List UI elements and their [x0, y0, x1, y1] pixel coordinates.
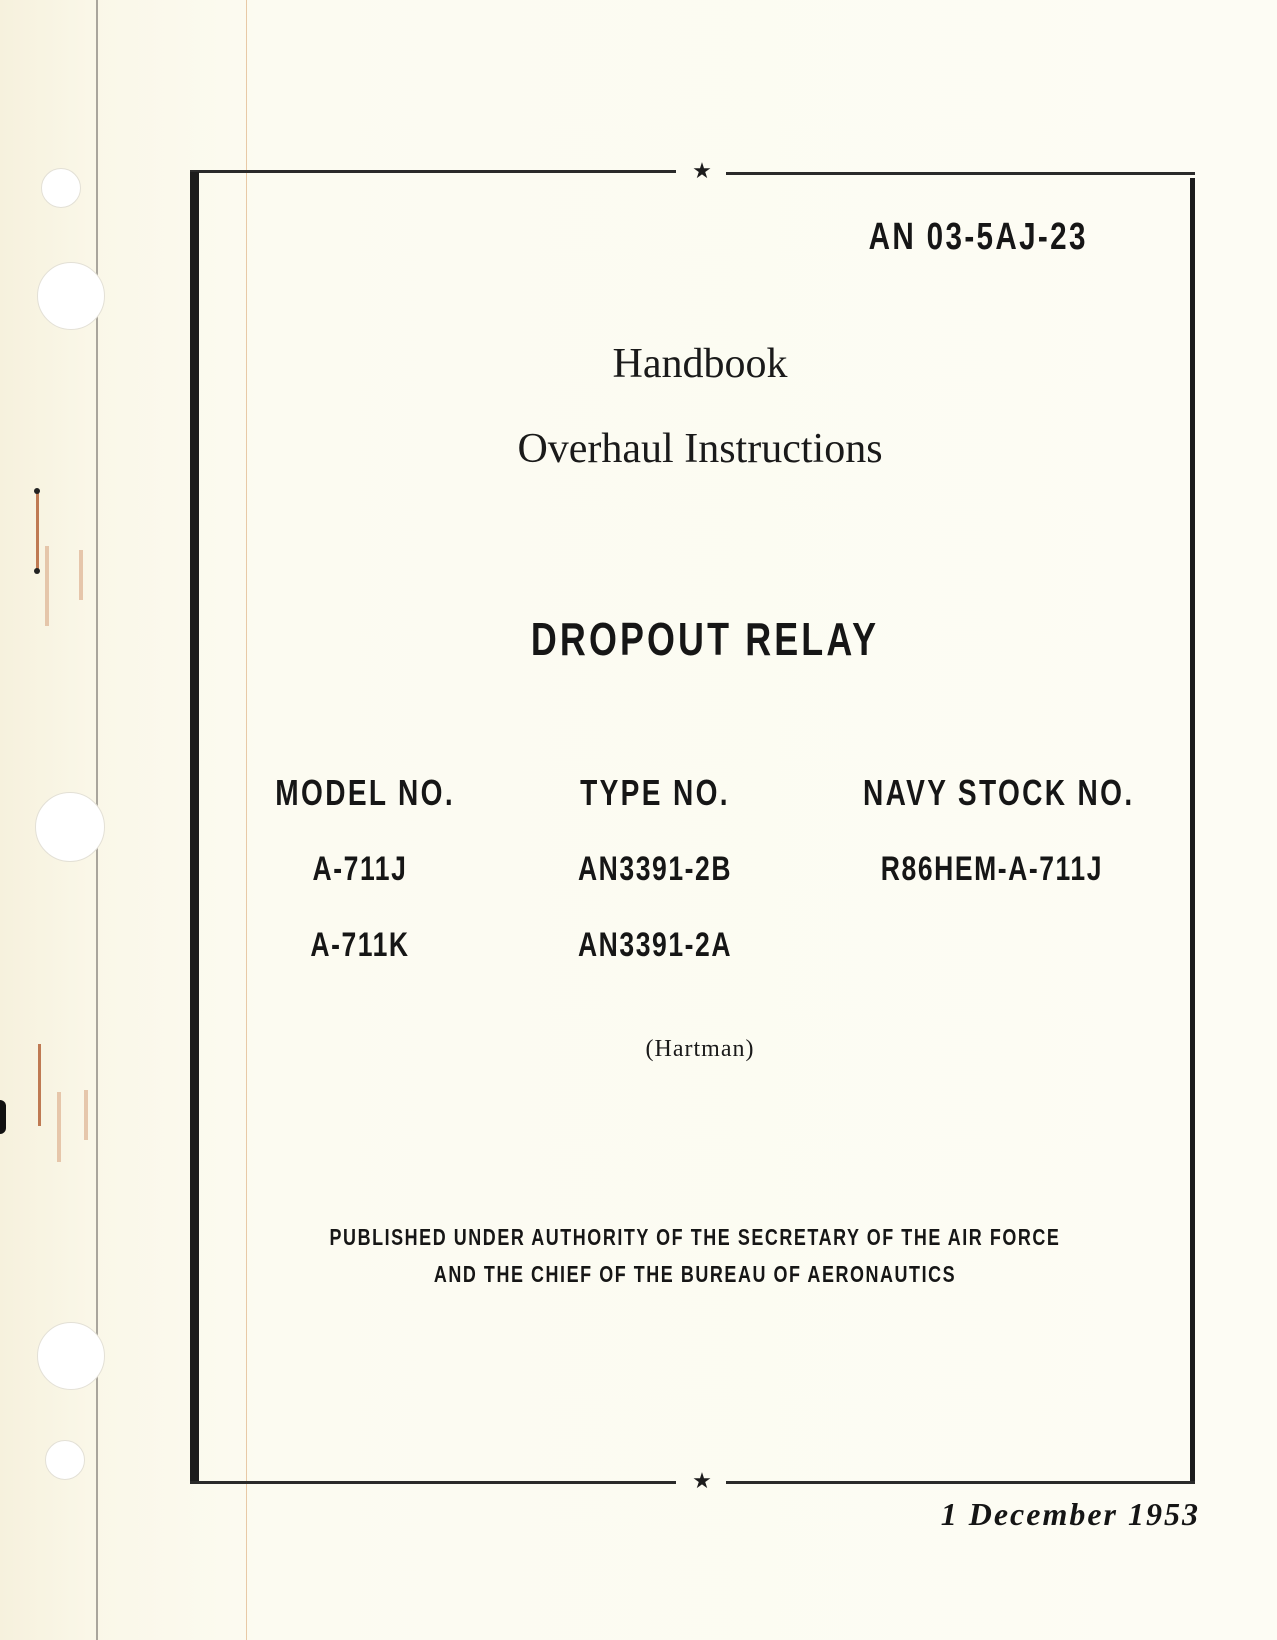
authority-line-2: AND THE CHIEF OF THE BUREAU OF AERONAUTICS	[433, 1261, 957, 1287]
staple-end-dot	[34, 488, 40, 494]
frame-right-bar	[1190, 178, 1195, 1484]
punch-hole-2	[37, 262, 105, 330]
frame-bottom-rule-left	[190, 1481, 676, 1484]
table-cell-model: A-711K	[310, 926, 410, 964]
title-handbook: Handbook	[612, 341, 788, 387]
rust-stain	[84, 1090, 88, 1140]
manufacturer-name: (Hartman)	[645, 1036, 755, 1062]
punch-hole-1	[41, 168, 81, 208]
punch-hole-3	[35, 792, 105, 862]
frame-bottom-rule-right	[726, 1481, 1195, 1484]
frame-top-rule-left	[190, 170, 676, 173]
column-header-type: TYPE NO.	[580, 772, 730, 813]
column-header-model: MODEL NO.	[275, 772, 455, 813]
page-edge-shadow	[0, 1100, 6, 1134]
staple-rust-mark-upper	[36, 492, 39, 570]
table-cell-navy-stock: R86HEM-A-711J	[880, 850, 1104, 888]
punch-hole-5	[45, 1440, 85, 1480]
table-cell-model: A-711J	[312, 850, 408, 888]
frame-top-rule-right	[726, 172, 1195, 175]
star-ornament-icon: ★	[692, 159, 712, 184]
staple-rust-mark-lower	[38, 1044, 41, 1126]
frame-left-bar	[190, 172, 199, 1484]
star-ornament-icon: ★	[692, 1469, 712, 1494]
document-number: AN 03-5AJ-23	[868, 216, 1088, 258]
punch-hole-4	[37, 1322, 105, 1390]
table-cell-type: AN3391-2B	[577, 850, 733, 888]
title-overhaul-instructions: Overhaul Instructions	[517, 426, 883, 472]
rust-stain	[45, 546, 49, 626]
column-header-navy-stock: NAVY STOCK NO.	[863, 772, 1135, 813]
authority-line-1: PUBLISHED UNDER AUTHORITY OF THE SECRETARY OF THE AIR FORCE	[329, 1224, 1061, 1250]
rust-stain	[79, 550, 83, 600]
table-cell-type: AN3391-2A	[577, 926, 733, 964]
margin-rule	[246, 0, 247, 1640]
product-name: DROPOUT RELAY	[530, 613, 880, 665]
publication-date: 1 December 1953	[940, 1496, 1200, 1532]
rust-stain	[57, 1092, 61, 1162]
staple-end-dot	[34, 568, 40, 574]
